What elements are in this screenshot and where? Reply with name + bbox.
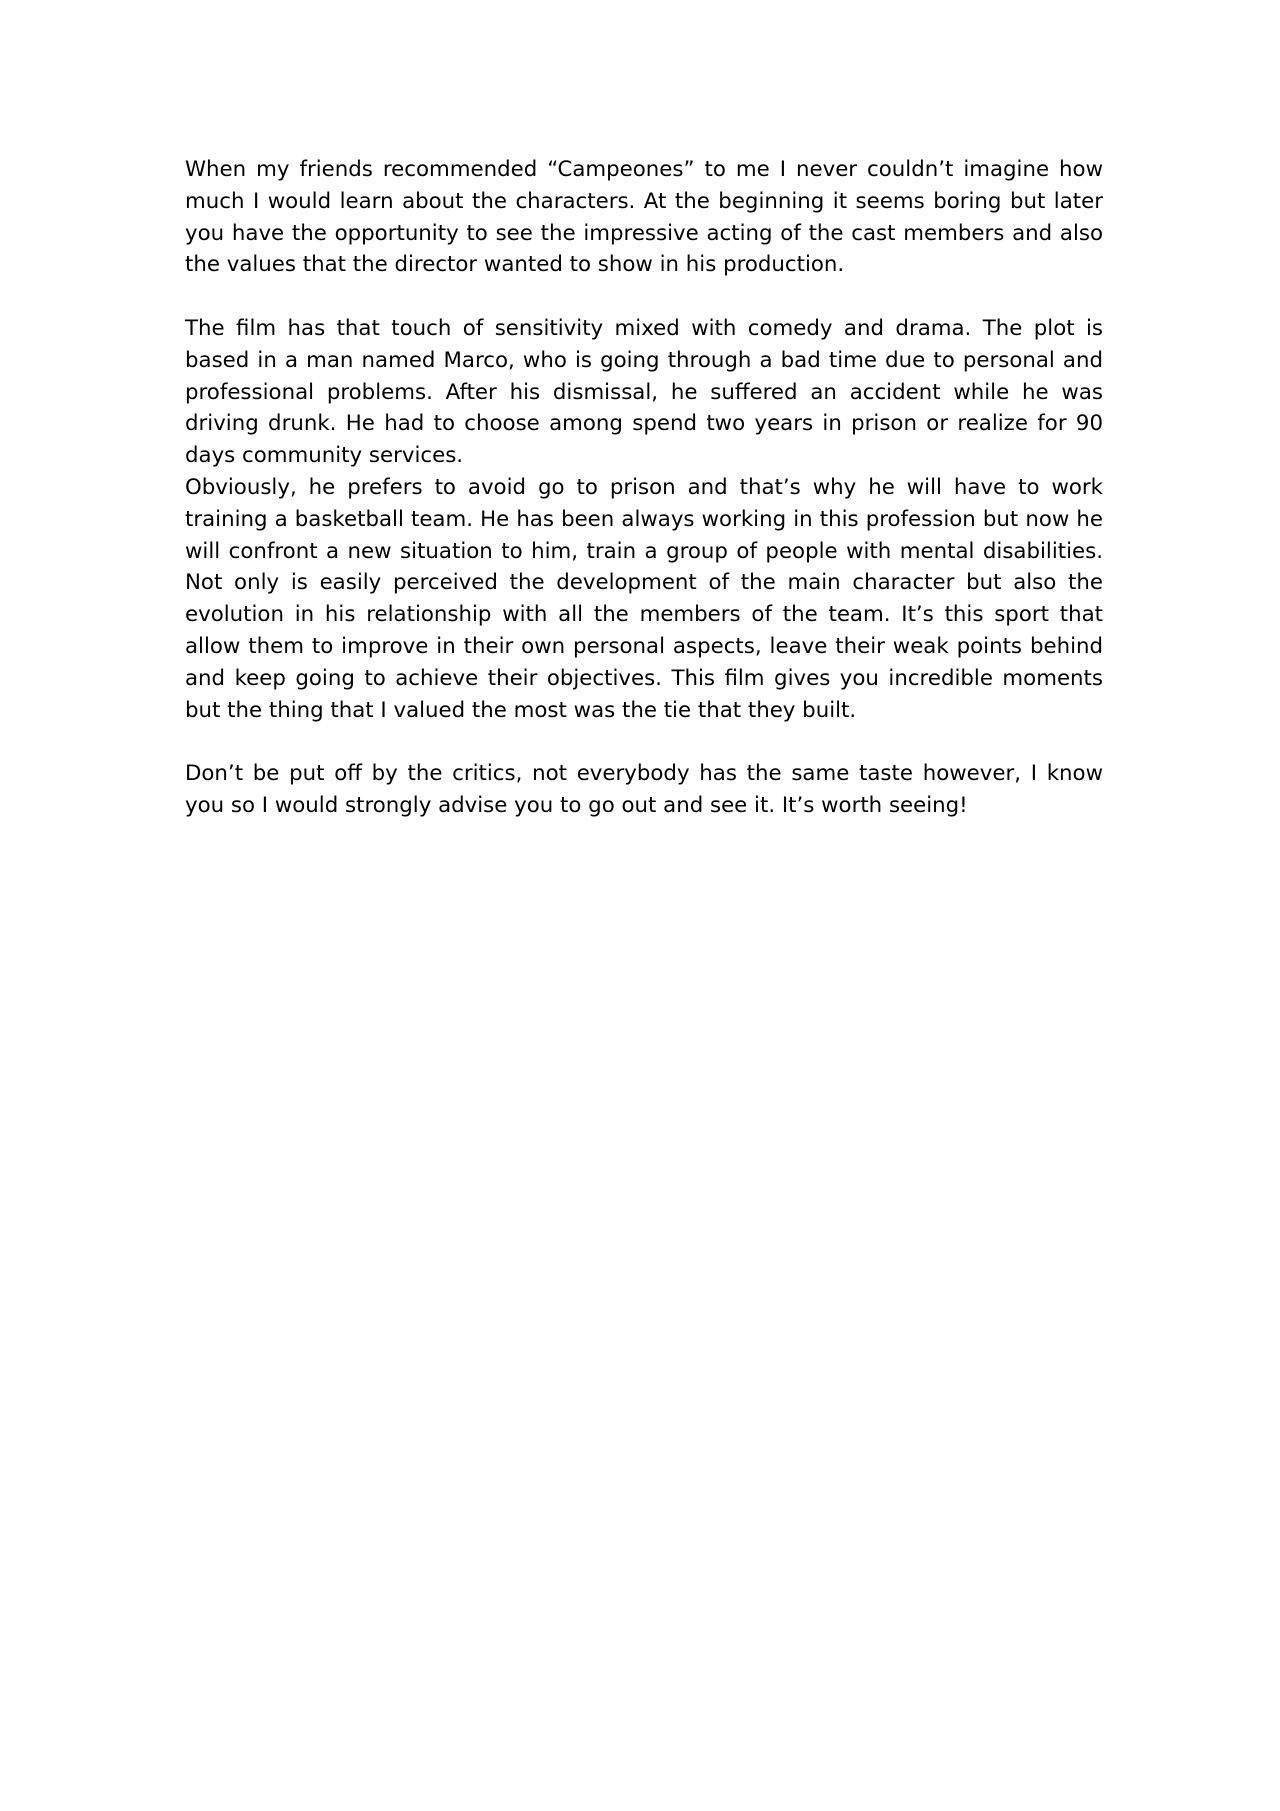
review-text [185, 154, 1103, 822]
paragraph-plot: The film has that touch of sensitivity mixed with comedy and drama. The plot is based in a man named Marco, who is going through a bad time due to personal and professional problems. After his dismissal, he suffered an accident while he was driving drunk. He had to choose among spend two years in prison or realize for 90 days community services. [185, 315, 1103, 469]
paragraph-development: Obviously, he prefers to avoid go to prison and that’s why he will have to work training a basketball team. He has been always working in this profession but now he will confront a new situation to him, train a group of people with mental disabilities. Not only is easily perceived the development of the main character but also the evolution in his relationship with all the members of the team. It’s this sport that allow them to improve in their own personal aspects, leave their weak points behind and keep going to achieve their objectives. This film gives you incredible moments but the thing that I valued the most was the tie that they built. [185, 474, 1103, 723]
paragraph-recommendation: Don’t be put off by the critics, not everybody has the same taste however, I know you so I would strongly advise you to go out and see it. It’s worth seeing! [185, 761, 1103, 818]
paragraph-introduction: When my friends recommended “Campeones” to me I never couldn’t imagine how much I would learn about the characters. At the beginning it seems boring but later you have the opportunity to see the impressive acting of the cast members and also the values that the director wanted to show in his production. [185, 157, 1103, 278]
